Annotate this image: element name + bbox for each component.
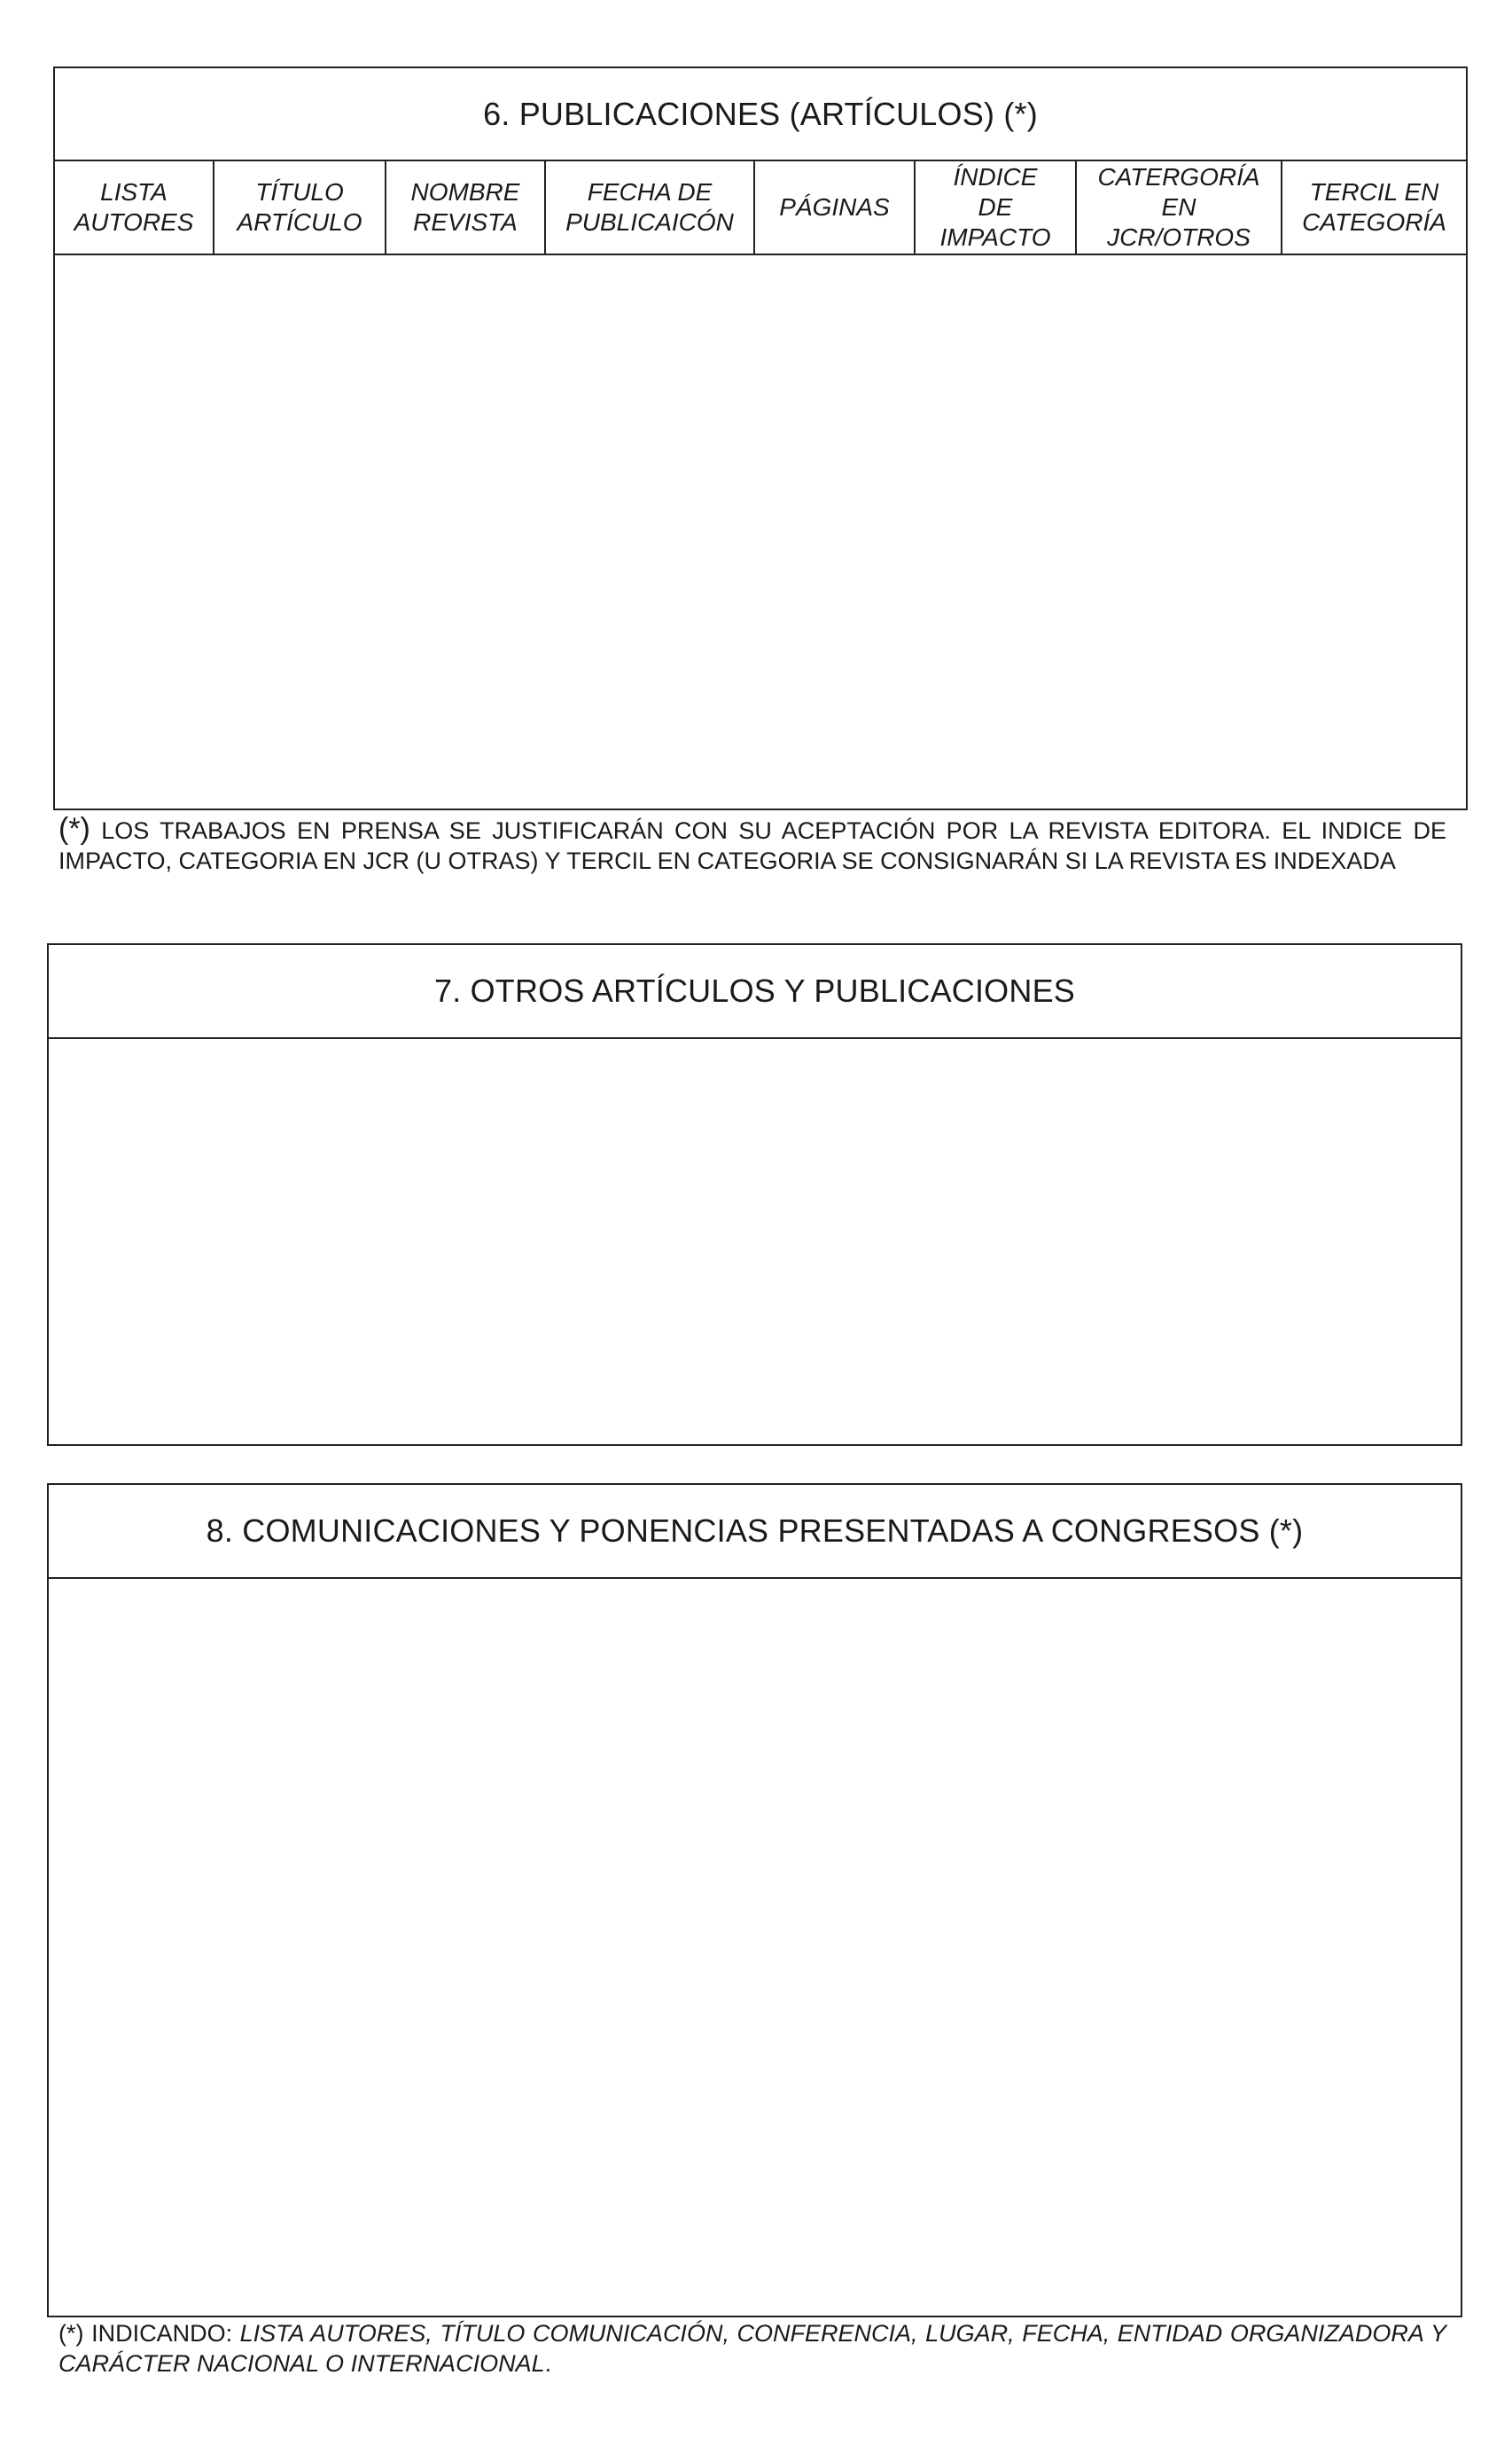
- comunicaciones-entry-area[interactable]: [49, 1579, 1461, 2316]
- column-indice-impacto: ÍNDICE DE IMPACTO: [916, 161, 1077, 254]
- footnote-italic-text: LISTA AUTORES, TÍTULO COMUNICACIÓN, CONFERENCIA, LUGAR, FECHA, ENTIDAD ORGANIZADORA Y CARÁCTER NACIONAL O INTERNACIONAL: [58, 2320, 1446, 2377]
- section-7-otros-articulos: [47, 943, 1462, 1446]
- section-6-publicaciones: [53, 66, 1468, 810]
- publicaciones-table-header: [55, 161, 1466, 255]
- section-8-footnote: [58, 2318, 1446, 2379]
- section-8-comunicaciones: [47, 1483, 1462, 2317]
- footnote-asterisk: (*): [58, 812, 90, 846]
- section-6-footnote: [58, 814, 1446, 876]
- footnote-prefix: (*) INDICANDO:: [58, 2320, 240, 2347]
- column-nombre-revista: NOMBRE REVISTA: [386, 161, 546, 254]
- publicaciones-entry-area[interactable]: [55, 255, 1466, 809]
- column-titulo-articulo: TÍTULO ARTÍCULO: [214, 161, 386, 254]
- column-paginas: PÁGINAS: [755, 161, 916, 254]
- footnote-suffix: .: [544, 2350, 552, 2377]
- footnote-text: LOS TRABAJOS EN PRENSA SE JUSTIFICARÁN CON SU ACEPTACIÓN POR LA REVISTA EDITORA. EL INDICE DE IMPACTO, CATEGORIA EN JCR (U OTRAS) Y TERCIL EN CATEGORIA SE CONSIGNARÁN SI LA REVISTA ES INDEXADA: [58, 817, 1446, 874]
- section-8-title: 8. COMUNICACIONES Y PONENCIAS PRESENTADAS A CONGRESOS (*): [49, 1485, 1461, 1579]
- section-7-title: 7. OTROS ARTÍCULOS Y PUBLICACIONES: [49, 945, 1461, 1039]
- column-fecha-publicacion: FECHA DE PUBLICAICÓN: [546, 161, 755, 254]
- otros-articulos-entry-area[interactable]: [49, 1039, 1461, 1444]
- column-categoria-jcr: CATERGORÍA EN JCR/OTROS: [1077, 161, 1282, 254]
- column-tercil-categoria: TERCIL EN CATEGORÍA: [1302, 178, 1446, 236]
- column-lista-autores: LISTA AUTORES: [55, 161, 214, 254]
- section-6-title: 6. PUBLICACIONES (ARTÍCULOS) (*): [55, 68, 1466, 161]
